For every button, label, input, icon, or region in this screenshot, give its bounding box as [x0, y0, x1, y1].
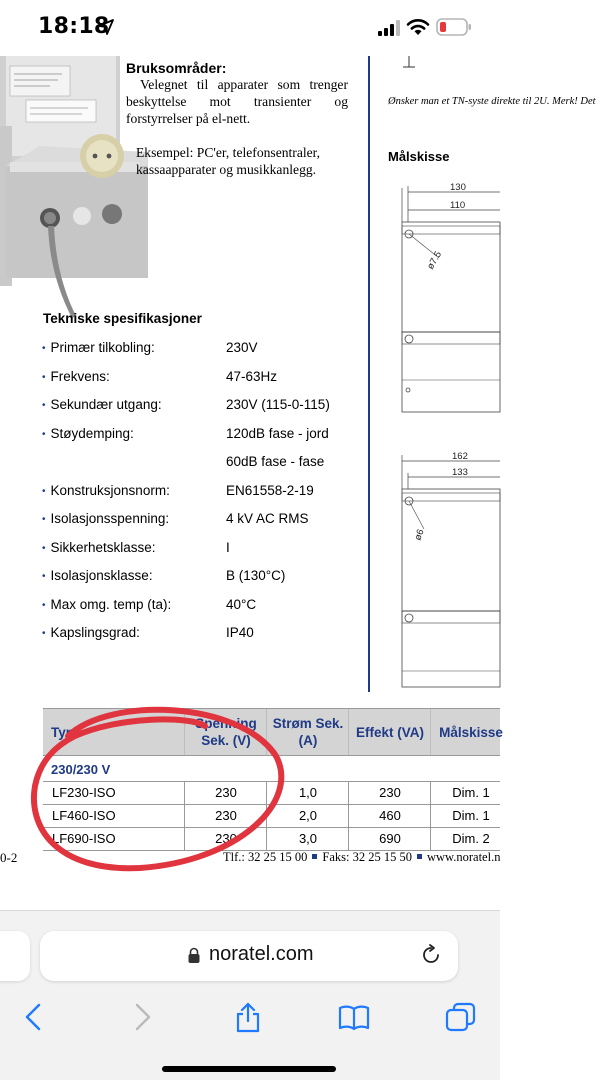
footer-fax: Faks: 32 25 15 50: [322, 850, 412, 864]
spec-value: EN61558-2-19: [226, 483, 314, 498]
spec-value: I: [226, 540, 230, 555]
sketch1-dim-b: 110: [450, 200, 466, 211]
spec-label: • Konstruksjonsnorm:: [42, 483, 170, 498]
sketch-heading: Målskisse: [388, 149, 450, 164]
location-arrow-icon: [97, 18, 115, 36]
spec-row: [42, 625, 362, 645]
spec-row: [42, 540, 362, 560]
applications-heading: Bruksområder:: [126, 60, 227, 76]
specs-heading: Tekniske spesifikasjoner: [43, 311, 202, 326]
table-cell: LF460-ISO: [52, 808, 116, 823]
column-header-current: Strøm Sek. (A): [266, 709, 349, 755]
footer-web: www.noratel.n: [426, 850, 501, 864]
spec-row: [42, 369, 362, 389]
dimension-sketch-2: [394, 451, 500, 691]
spec-row: [42, 483, 362, 503]
cellular-signal-icon: [378, 20, 402, 36]
spec-label: • Støydemping:: [42, 426, 134, 441]
table-cell: Dim. 1: [430, 782, 511, 804]
browser-address-area: [0, 910, 500, 1001]
spec-value: 230V: [226, 340, 258, 355]
spec-value: B (130°C): [226, 568, 286, 583]
table-cell: 2,0: [266, 805, 349, 827]
column-header-voltage: Spenning Sek. (V): [184, 709, 267, 755]
spec-value: 4 kV AC RMS: [226, 511, 309, 526]
table-group-label: 230/230 V: [51, 762, 111, 777]
spec-label: • Max omg. temp (ta):: [42, 597, 171, 612]
battery-low-icon: [436, 17, 472, 37]
spec-row: [42, 426, 362, 446]
table-cell: Dim. 1: [430, 805, 511, 827]
table-cell: 230: [184, 828, 267, 850]
previous-tab-pill[interactable]: [0, 931, 30, 981]
bookmarks-icon[interactable]: [336, 1002, 372, 1032]
sketch1-diameter: ø7.5: [425, 249, 445, 272]
home-indicator[interactable]: [162, 1066, 336, 1072]
contact-footer: [223, 850, 500, 865]
reload-icon[interactable]: [420, 944, 442, 966]
spec-row: [42, 568, 362, 588]
spec-label: • Primær tilkobling:: [42, 340, 155, 355]
page-number: 0-2: [0, 850, 18, 865]
column-header-power: Effekt (VA): [348, 709, 431, 755]
spec-row: [42, 340, 362, 360]
column-divider: [368, 56, 370, 692]
table-header: [43, 708, 503, 756]
spec-value: 60dB fase - fase: [226, 454, 325, 469]
spec-row: [42, 397, 362, 417]
forward-icon[interactable]: [124, 1002, 160, 1032]
footer-phone: Tlf.: 32 25 15 00: [223, 850, 308, 864]
table-cell: 1,0: [266, 782, 349, 804]
status-bar: [0, 0, 500, 56]
url-text[interactable]: noratel.com: [209, 943, 314, 965]
spec-label: • Isolasjonsspenning:: [42, 511, 169, 526]
spec-label: • Sekundær utgang:: [42, 397, 162, 412]
spec-label: • Sikkerhetsklasse:: [42, 540, 156, 555]
table-cell: 230: [348, 782, 431, 804]
status-time: 18:18: [38, 14, 110, 39]
spec-label: • Frekvens:: [42, 369, 110, 384]
column-header-sketch: Målskisse: [430, 709, 511, 755]
spec-label: • Isolasjonsklasse:: [42, 568, 153, 583]
spec-row: [42, 511, 362, 531]
lock-icon: [187, 947, 201, 964]
sketch1-dim-a: 130: [450, 182, 466, 193]
applications-example: Eksempel: PC'er, telefonsentraler, kassaapparater og musikkanlegg.: [136, 145, 321, 177]
sketch2-diameter: ø6: [412, 527, 427, 543]
table-cell: LF690-ISO: [52, 831, 116, 846]
table-cell: 3,0: [266, 828, 349, 850]
spec-row: [42, 597, 362, 617]
table-group-row: [43, 756, 500, 782]
spec-value: 47-63Hz: [226, 369, 278, 384]
table-row: [43, 805, 500, 828]
table-cell: LF230-ISO: [52, 785, 116, 800]
ground-symbol: [402, 56, 416, 72]
tn-system-note: Ønsker man et TN-syste direkte til 2U. Merk! Det: [388, 96, 596, 107]
table-cell: 690: [348, 828, 431, 850]
table-cell: Dim. 2: [430, 828, 511, 850]
share-icon[interactable]: [230, 1002, 266, 1032]
wifi-icon: [406, 17, 430, 36]
applications-text: Velegnet til apparater som trenger beskyttelse mot transienter og forstyrrelser på el-nett.: [126, 77, 348, 126]
table-row: [43, 828, 500, 851]
table-row: [43, 782, 500, 805]
spec-value: 40°C: [226, 597, 257, 612]
address-bar[interactable]: [40, 931, 458, 981]
spec-row: [42, 454, 362, 474]
column-header-type: Type: [51, 724, 82, 740]
spec-value: 230V (115-0-115): [226, 397, 330, 412]
pdf-document-page[interactable]: [0, 56, 596, 910]
spec-label: • Kapslingsgrad:: [42, 625, 140, 640]
product-table: [43, 708, 503, 851]
table-cell: 230: [184, 782, 267, 804]
table-cell: 460: [348, 805, 431, 827]
footer-separator: [417, 854, 422, 859]
tabs-icon[interactable]: [442, 1002, 478, 1032]
table-cell: 230: [184, 805, 267, 827]
back-icon[interactable]: [16, 1002, 52, 1032]
sketch2-dim-a: 162: [452, 451, 468, 462]
footer-separator: [312, 854, 317, 859]
dimension-sketch-1: [394, 182, 500, 416]
spec-value: IP40: [226, 625, 254, 640]
sketch2-dim-b: 133: [452, 467, 468, 478]
spec-value: 120dB fase - jord: [226, 426, 329, 441]
